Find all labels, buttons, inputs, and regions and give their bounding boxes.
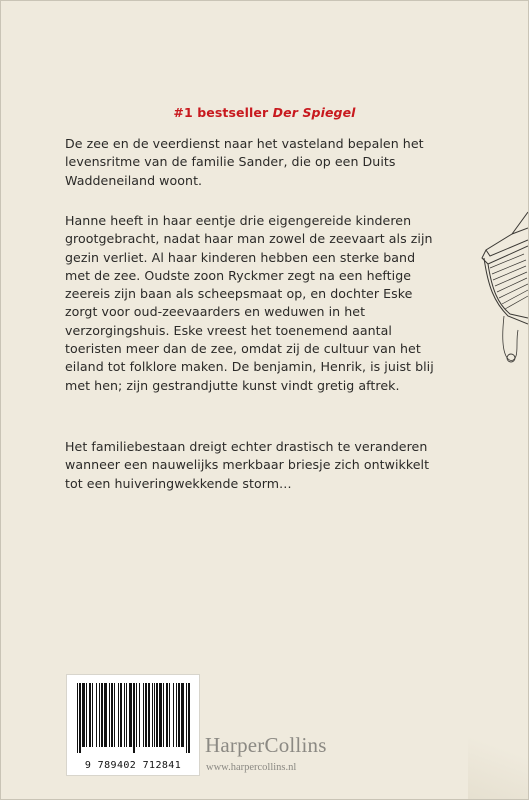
barcode-bar [176, 683, 177, 747]
blurb-line: Het familiebestaan dreigt echter drastisch te veranderen [65, 439, 428, 454]
barcode-bar [173, 683, 174, 747]
isbn-number: 9 789402 712841 [84, 760, 182, 771]
tagline-source: Der Spiegel [272, 105, 356, 120]
blurb-line: Hanne heeft in haar eentje drie eigengereide kinderen [65, 213, 412, 228]
cover-shading [468, 679, 528, 799]
barcode-bar [82, 683, 85, 747]
barcode-bar [186, 683, 187, 753]
blurb-line: eiland tot folklore maken. De benjamin, Henrik, is juist blij [65, 359, 434, 375]
blurb-paragraph-2 [65, 212, 495, 395]
blurb-line: tot een huiveringwekkende storm… [65, 475, 292, 491]
blurb-line: gezin verliet. Al haar kinderen hebben een sterke band [65, 249, 416, 265]
barcode-bar [169, 683, 170, 747]
barcode-bar [129, 683, 132, 747]
barcode-bar [143, 683, 144, 747]
barcode-bar [154, 683, 155, 747]
barcode-bar [120, 683, 122, 747]
barcode-bar [133, 683, 135, 753]
blurb-line: met de zee. Oudste zoon Ryckmer zegt na een heftige [65, 267, 412, 283]
barcode-bar [101, 683, 103, 747]
blurb-line: verzorgingshuis. Eske vreest het toenemend aantal [65, 322, 392, 338]
barcode [66, 674, 200, 776]
barcode-bar [188, 683, 190, 753]
blurb-line: met hen; zijn gestrandjutte kunst vindt gretig aftrek. [65, 377, 400, 393]
barcode-bar [77, 683, 78, 753]
barcode-bar [96, 683, 97, 747]
blurb-line: De zee en de veerdienst naar het vasteland bepalen het [65, 136, 424, 151]
barcode-bar [92, 683, 93, 747]
bestseller-tagline [1, 105, 528, 120]
barcode-bars [75, 683, 191, 753]
barcode-bar [139, 683, 140, 747]
barcode-bar [86, 683, 87, 747]
blurb-line: zeereis zijn baan als scheepsmaat op, en dochter Eske [65, 286, 413, 302]
blurb-line: Waddeneiland woont. [65, 172, 203, 188]
barcode-bar [126, 683, 127, 747]
barcode-bar [118, 683, 119, 747]
publisher-website: www.harpercollins.nl [206, 762, 297, 773]
barcode-bar [152, 683, 153, 747]
barcode-bar [111, 683, 113, 747]
barcode-bar [124, 683, 125, 747]
publisher-logo: HarperCollins [205, 733, 327, 757]
blurb-line: wanneer een nauwelijks merkbaar briesje zich ontwikkelt [65, 457, 430, 473]
blurb-line: levensritme van de familie Sander, die op een Duits [65, 154, 396, 170]
barcode-bar [156, 683, 158, 747]
barcode-bar [163, 683, 164, 747]
barcode-bar [136, 683, 137, 747]
lantern-sketch-illustration [478, 206, 528, 381]
barcode-bar [104, 683, 107, 747]
blurb-paragraph-1 [65, 135, 495, 190]
blurb-paragraph-3 [65, 438, 495, 493]
barcode-bar [148, 683, 150, 747]
barcode-bar [109, 683, 110, 747]
barcode-bar [99, 683, 100, 747]
barcode-bar [181, 683, 184, 747]
barcode-bar [114, 683, 115, 747]
blurb-line: grootgebracht, nadat haar man zowel de zeevaart als zijn [65, 231, 433, 247]
barcode-bar [178, 683, 180, 747]
barcode-bar [79, 683, 81, 753]
tagline-prefix: #1 bestseller [173, 105, 273, 120]
blurb-line: zorgt voor oud-zeevaarders en weduwen in het [65, 304, 366, 320]
barcode-bar [89, 683, 91, 747]
barcode-bar [166, 683, 168, 747]
barcode-bar [145, 683, 147, 747]
barcode-bar [159, 683, 162, 747]
blurb-line: toeristen meer dan de zee, omdat zij de cultuur van het [65, 341, 421, 357]
